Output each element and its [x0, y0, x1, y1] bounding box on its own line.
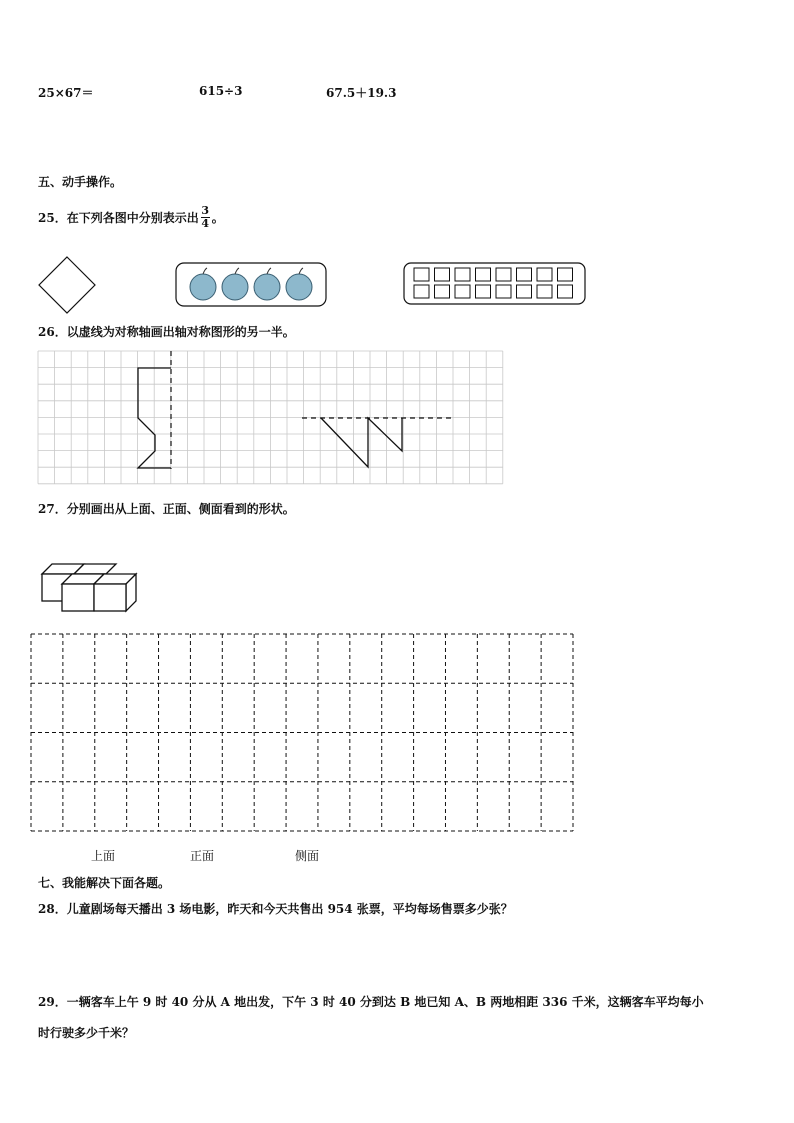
question-25-end: 。 — [211, 211, 224, 225]
grid-cell — [476, 285, 491, 298]
apple-icon — [222, 268, 248, 300]
half-figure-right — [321, 418, 402, 467]
grid-cell — [496, 268, 511, 281]
grid-cell — [496, 285, 511, 298]
fraction-three-quarters — [201, 205, 210, 230]
grid-cell — [435, 268, 450, 281]
rectangle-grid-frame — [403, 262, 587, 306]
section-5-title: 五、动手操作。 — [38, 175, 123, 189]
calc-item-1: 25×67＝ — [38, 86, 94, 100]
question-25-text: 25．在下列各图中分别表示出 — [38, 211, 199, 225]
grid-cell — [476, 268, 491, 281]
grid-cell — [537, 285, 552, 298]
diamond-shape — [36, 254, 100, 316]
cube-solid — [40, 562, 144, 614]
apple-frame — [175, 262, 327, 308]
question-27: 27．分别画出从上面、正面、侧面看到的形状。 — [38, 502, 295, 516]
grid-cell — [558, 285, 573, 298]
grid-cell — [414, 285, 429, 298]
grid-cell — [455, 285, 470, 298]
label-front-view: 正面 — [190, 849, 215, 863]
fraction-denominator: 4 — [201, 217, 210, 230]
grid-cell — [537, 268, 552, 281]
label-side-view: 侧面 — [295, 849, 320, 863]
grid-cell — [414, 268, 429, 281]
question-25 — [38, 205, 224, 230]
fraction-numerator: 3 — [201, 204, 210, 217]
calc-item-2: 615÷3 — [199, 84, 243, 98]
question-26: 26．以虚线为对称轴画出轴对称图形的另一半。 — [38, 325, 295, 339]
grid-cell — [517, 285, 532, 298]
grid-cell — [455, 268, 470, 281]
apple-icon — [190, 268, 216, 300]
calc-item-3: 67.5＋19.3 — [326, 86, 397, 100]
grid-cell — [517, 268, 532, 281]
symmetry-grid — [38, 351, 502, 485]
grid-cell — [558, 268, 573, 281]
question-29-line-1: 29．一辆客车上午 9 时 40 分从 A 地出发，下午 3 时 40 分到达 B 地已知 A、B 两地相距 336 千米，这辆客车平均每小 — [38, 995, 704, 1009]
grid-cell — [435, 285, 450, 298]
question-28: 28．儿童剧场每天播出 3 场电影，昨天和今天共售出 954 张票，平均每场售票多少张？ — [38, 902, 513, 916]
apple-icon — [254, 268, 280, 300]
label-top-view: 上面 — [91, 849, 116, 863]
question-29-line-2: 时行驶多少千米？ — [38, 1026, 135, 1040]
apple-icon — [286, 268, 312, 300]
drawing-grid — [30, 633, 574, 833]
section-7-title: 七、我能解决下面各题。 — [38, 876, 171, 890]
